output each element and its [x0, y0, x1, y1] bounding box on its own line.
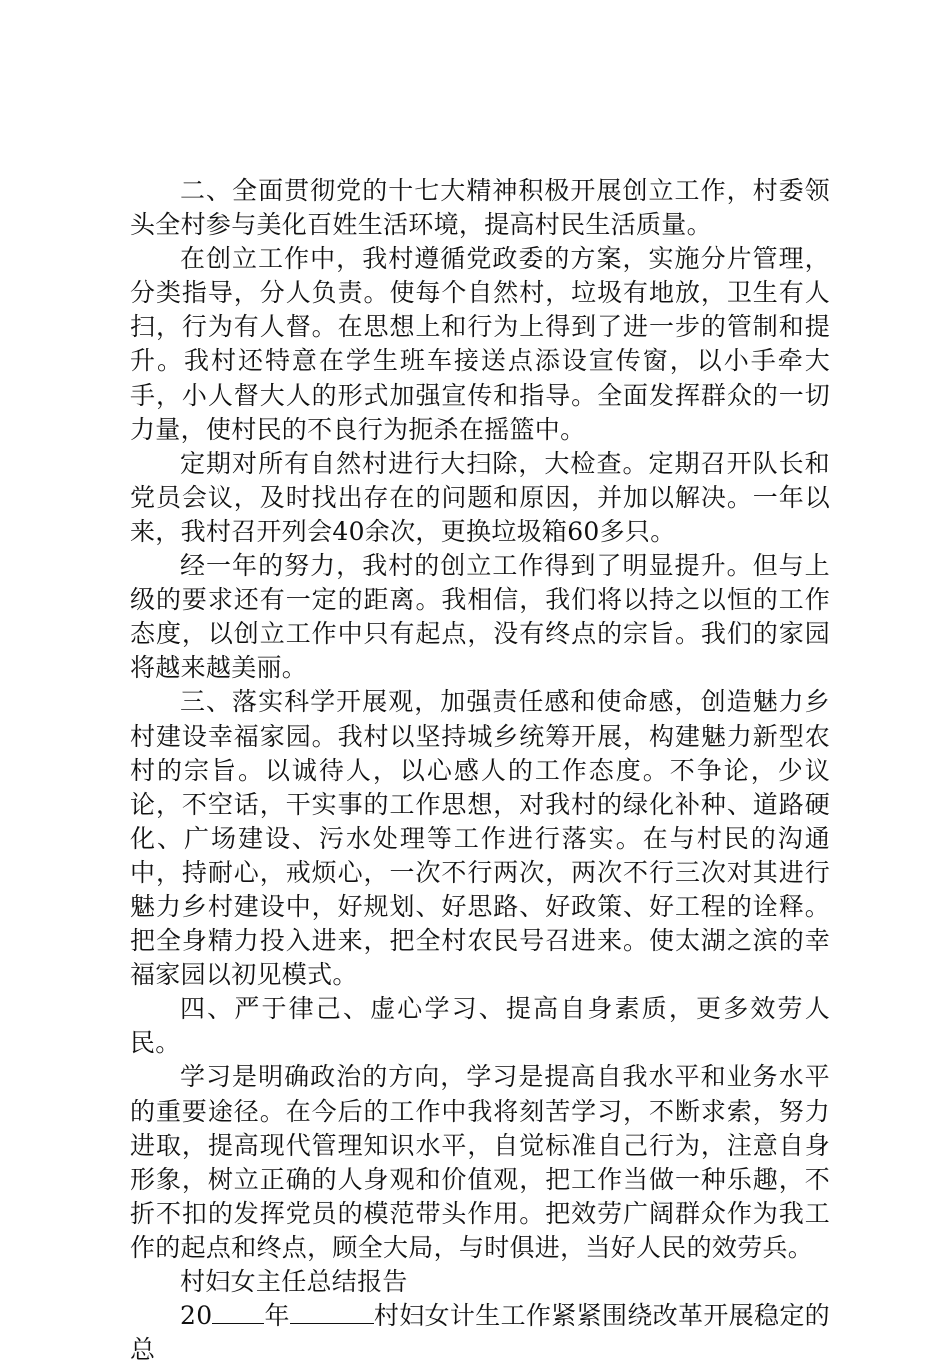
paragraph-one-year-effort: 经一年的努力，我村的创立工作得到了明显提升。但与上级的要求还有一定的距离。我相信，我们将以持之以恒的工作态度，以创立工作中只有起点，没有终点的宗旨。我们的家园将越来越美丽。	[130, 551, 830, 683]
paragraph-section-four-heading: 四、严于律己、虚心学习、提高自身素质，更多效劳人民。	[130, 994, 830, 1058]
opening-text: 村妇女计生工作紧紧围绕改革开展稳定的总	[130, 1301, 830, 1365]
paragraph-regular-cleaning: 定期对所有自然村进行大扫除，大检查。定期召开队长和党员会议，及时找出存在的问题和原因，并加以解决。一年以来，我村召开列会40余次，更换垃圾箱60多只。	[130, 448, 830, 546]
document-body	[130, 174, 830, 1367]
village-name-blank	[290, 1301, 374, 1324]
paragraph-report-opening	[130, 1299, 830, 1367]
paragraph-learning: 学习是明确政治的方向，学习是提高自我水平和业务水平的重要途径。在今后的工作中我将刻苦学习，不断求索，努力进取，提高现代管理知识水平，自觉标准自己行为，注意自身形象，树立正确的人身观和价值观，把工作当做一种乐趣，不折不扣的发挥党员的模范带头作用。把效劳广阔群众作为我工作的起点和终点，顾全大局，与时俱进，当好人民的效劳兵。	[130, 1062, 830, 1262]
paragraph-section-three: 三、落实科学开展观，加强责任感和使命感，创造魅力乡村建设幸福家园。我村以坚持城乡统筹开展，构建魅力新型农村的宗旨。以诚待人，以心感人的工作态度。不争论，少议论，不空话，干实事的工作思想，对我村的绿化补种、道路硬化、广场建设、污水处理等工作进行落实。在与村民的沟通中，持耐心，戒烦心，一次不行两次，两次不行三次对其进行魅力乡村建设中，好规划、好思路、好政策、好工程的诠释。把全身精力投入进来，把全村农民号召进来。使太湖之滨的幸福家园以初见模式。	[130, 687, 830, 990]
year-suffix: 年	[264, 1301, 290, 1331]
paragraph-section-two-heading: 二、全面贯彻党的十七大精神积极开展创立工作，村委领头全村参与美化百姓生活环境，提高村民生活质量。	[130, 176, 830, 240]
paragraph-creation-work: 在创立工作中，我村遵循党政委的方案，实施分片管理，分类指导，分人负责。使每个自然村，垃圾有地放，卫生有人扫，行为有人督。在思想上和行为上得到了进一步的管制和提升。我村还特意在学生班车接送点添设宣传窗，以小手牵大手，小人督大人的形式加强宣传和指导。全面发挥群众的一切力量，使村民的不良行为扼杀在摇篮中。	[130, 244, 830, 444]
year-prefix: 20	[180, 1301, 213, 1331]
report-title: 村妇女主任总结报告	[180, 1267, 408, 1296]
year-blank	[212, 1301, 264, 1324]
